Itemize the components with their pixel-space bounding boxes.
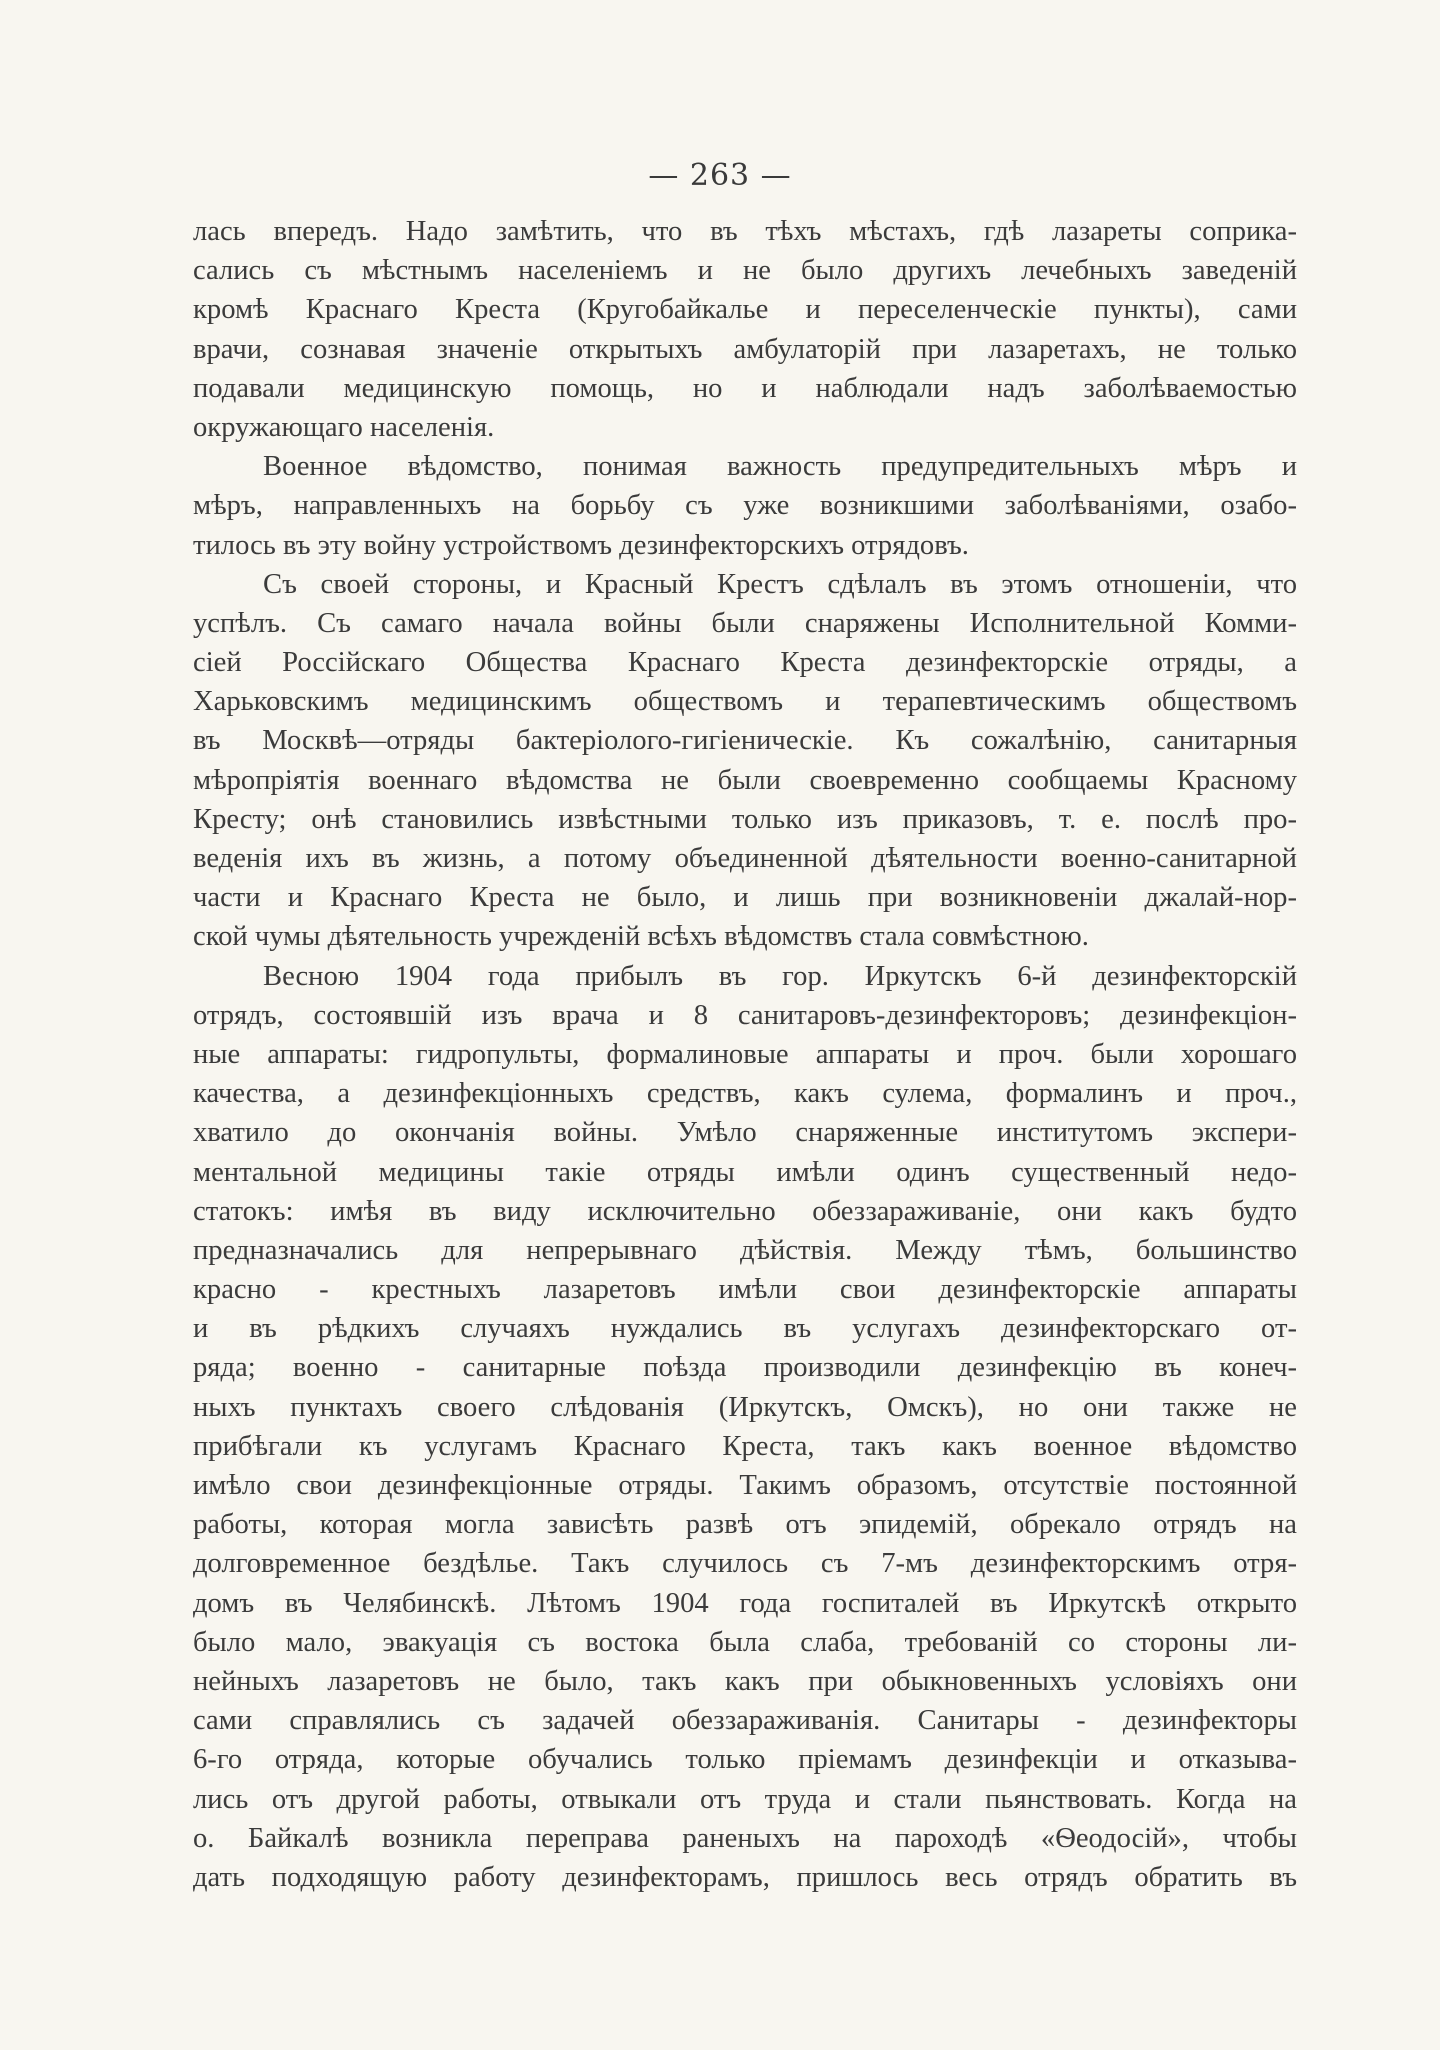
text-line: лись отъ другой работы, отвыкали отъ труда и стали пьянствовать. Когда на — [193, 1783, 1297, 1815]
text-line: ментальной медицины такіе отряды имѣли одинъ существенный недо- — [193, 1156, 1297, 1188]
text-line: сами справлялись съ задачей обеззараживанія. Санитары - дезинфекторы — [193, 1705, 1297, 1737]
document-body — [193, 212, 1297, 1897]
text-line: Съ своей стороны, и Красный Крестъ сдѣлалъ въ этомъ отношеніи, что — [263, 568, 1297, 600]
text-line: веденія ихъ въ жизнь, а потому объединенной дѣятельности военно-санитарной — [193, 843, 1297, 874]
text-line: лась впередъ. Надо замѣтить, что въ тѣхъ мѣстахъ, гдѣ лазареты соприка- — [193, 216, 1297, 247]
text-line: ской чумы дѣятельность учрежденій всѣхъ вѣдомствъ стала совмѣстною. — [193, 921, 1089, 953]
text-line: дать подходящую работу дезинфекторамъ, пришлось весь отрядъ обратить въ — [193, 1861, 1297, 1893]
text-line: сались съ мѣстнымъ населеніемъ и не было другихъ лечебныхъ заведеній — [193, 255, 1297, 287]
text-line: мѣропріятія военнаго вѣдомства не были своевременно сообщаемы Красному — [193, 764, 1297, 796]
text-line: окружающаго населенія. — [193, 411, 495, 443]
text-line: врачи, сознавая значеніе открытыхъ амбулаторій при лазаретахъ, не только — [193, 333, 1297, 365]
text-line: было мало, эвакуація съ востока была слаба, требованій со стороны ли- — [193, 1626, 1297, 1658]
text-line: предназначались для непрерывнаго дѣйствія. Между тѣмъ, большинство — [193, 1234, 1297, 1266]
text-line: нейныхъ лазаретовъ не было, такъ какъ при обыкновенныхъ условіяхъ они — [193, 1665, 1297, 1697]
text-line: Весною 1904 года прибылъ въ гор. Иркутскъ 6-й дезинфекторскій — [263, 960, 1297, 992]
text-line: успѣлъ. Съ самаго начала войны были снаряжены Исполнительной Комми- — [193, 607, 1297, 639]
text-line: работы, которая могла зависѣть развѣ отъ эпидемій, обрекало отрядъ на — [193, 1509, 1297, 1541]
text-line: тилось въ эту войну устройствомъ дезинфекторскихъ отрядовъ. — [193, 529, 969, 561]
text-line: мѣръ, направленныхъ на борьбу съ уже возникшими заболѣваніями, озабо- — [193, 490, 1297, 522]
text-line: подавали медицинскую помощь, но и наблюдали надъ заболѣваемостью — [193, 372, 1297, 404]
text-line: статокъ: имѣя въ виду исключительно обеззараживаніе, они какъ будто — [193, 1195, 1297, 1227]
text-line: имѣло свои дезинфекціонные отряды. Такимъ образомъ, отсутствіе постоянной — [193, 1470, 1297, 1501]
text-line: 6-го отряда, которые обучались только пріемамъ дезинфекціи и отказыва- — [193, 1744, 1297, 1776]
text-line: красно - крестныхъ лазаретовъ имѣли свои дезинфекторскіе аппараты — [193, 1274, 1297, 1306]
page-number-header: — 263 — — [648, 158, 792, 193]
text-line: ряда; военно - санитарные поѣзда производили дезинфекцію въ конеч- — [193, 1352, 1297, 1384]
text-line: кромѣ Краснаго Креста (Кругобайкалье и переселенческіе пункты), сами — [193, 294, 1297, 326]
text-line: и въ рѣдкихъ случаяхъ нуждались въ услугахъ дезинфекторскаго от- — [193, 1313, 1297, 1345]
text-line: о. Байкалѣ возникла переправа раненыхъ на пароходѣ «Ѳеодосій», чтобы — [193, 1822, 1297, 1854]
text-line: качества, а дезинфекціонныхъ средствъ, какъ сулема, формалинъ и проч., — [193, 1078, 1297, 1110]
text-line: ныхъ пунктахъ своего слѣдованія (Иркутскъ, Омскъ), но они также не — [193, 1391, 1297, 1423]
text-line: прибѣгали къ услугамъ Краснаго Креста, такъ какъ военное вѣдомство — [193, 1430, 1297, 1462]
text-line: долговременное бездѣлье. Такъ случилось съ 7-мъ дезинфекторскимъ отря- — [193, 1548, 1297, 1580]
text-line: части и Краснаго Креста не было, и лишь при возникновеніи джалай-нор- — [193, 882, 1297, 914]
text-line: хватило до окончанія войны. Умѣло снаряженные институтомъ экспери- — [193, 1117, 1297, 1149]
text-line: домъ въ Челябинскѣ. Лѣтомъ 1904 года госпиталей въ Иркутскѣ открыто — [193, 1587, 1297, 1619]
text-line: Военное вѣдомство, понимая важность предупредительныхъ мѣръ и — [263, 451, 1297, 483]
text-line: Кресту; онѣ становились извѣстными только изъ приказовъ, т. е. послѣ про- — [193, 803, 1297, 835]
text-line: ные аппараты: гидропульты, формалиновые аппараты и проч. были хорошаго — [193, 1038, 1297, 1070]
text-line: въ Москвѣ—отряды бактеріолого-гигіеническіе. Къ сожалѣнію, санитарныя — [193, 725, 1297, 757]
text-line: отрядъ, состоявшій изъ врача и 8 санитаровъ-дезинфекторовъ; дезинфекціон- — [193, 999, 1297, 1031]
text-line: сіей Россійскаго Общества Краснаго Креста дезинфекторскіе отряды, а — [193, 647, 1297, 679]
text-line: Харьковскимъ медицинскимъ обществомъ и терапевтическимъ обществомъ — [193, 686, 1297, 718]
